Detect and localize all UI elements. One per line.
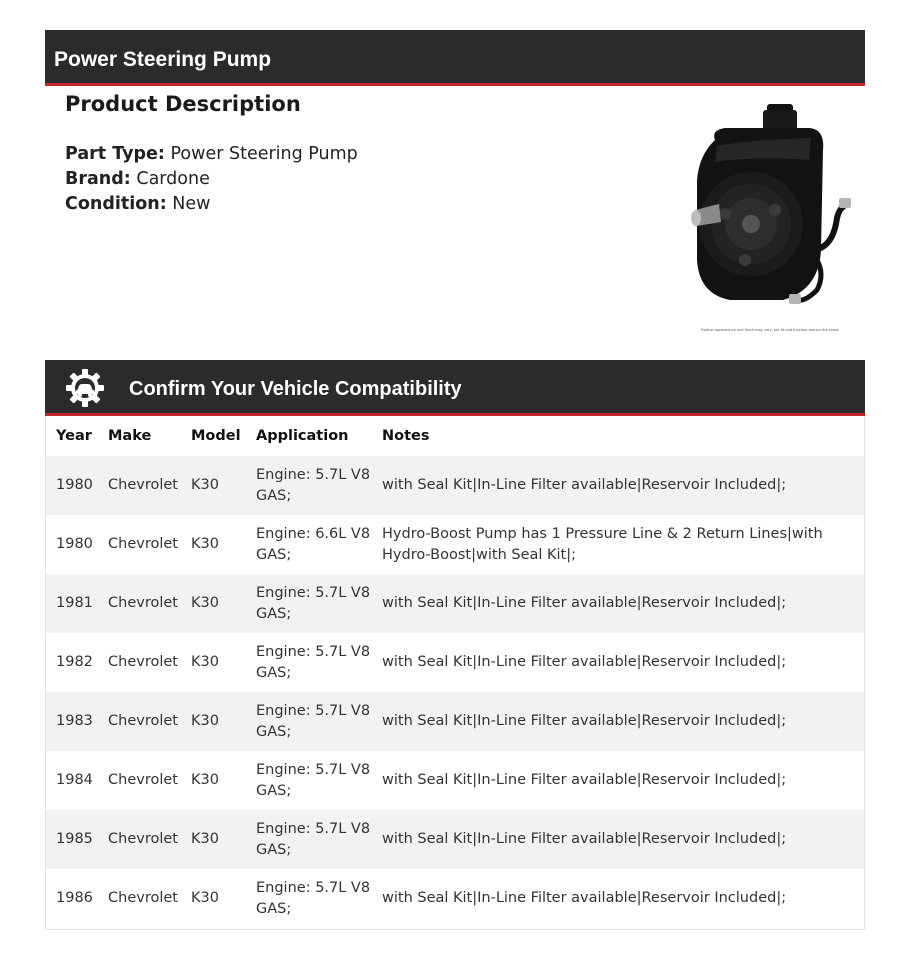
cell-year: 1980 xyxy=(56,536,93,552)
cell-notes: with Seal Kit|In-Line Filter available|Reservoir Included|; xyxy=(382,654,787,670)
column-header-make: Make xyxy=(108,428,152,444)
product-title: Power Steering Pump xyxy=(54,48,272,71)
cell-year: 1983 xyxy=(46,692,98,751)
cell-notes: with Seal Kit|In-Line Filter available|Reservoir Included|; xyxy=(372,574,864,633)
cell-model: K30 xyxy=(181,692,246,751)
compatibility-bar xyxy=(45,360,865,416)
image-caption: Product appearance and finish may vary, but fit and function remain the same. xyxy=(700,328,840,332)
cell-year: 1985 xyxy=(46,810,98,869)
table-row xyxy=(46,456,864,515)
cell-notes: Hydro-Boost Pump has 1 Pressure Line & 2 Return Lines|with Hydro-Boost|with Seal Kit|; xyxy=(382,525,823,563)
cell-year: 1980 xyxy=(46,456,98,515)
cell-make: Chevrolet xyxy=(98,456,181,515)
product-image[interactable] xyxy=(685,100,855,332)
compatibility-table-container xyxy=(45,416,865,930)
cell-application: Engine: 5.7L V8 GAS; xyxy=(246,574,372,633)
table-row xyxy=(46,751,864,810)
spec-part-type: Part Type: Power Steering Pump xyxy=(65,144,358,164)
table-row xyxy=(46,633,864,692)
cell-make: Chevrolet xyxy=(108,654,178,670)
column-header-application: Application xyxy=(256,428,349,444)
cell-model: K30 xyxy=(191,890,219,906)
spec-condition: Condition: New xyxy=(65,194,211,214)
cell-application: Engine: 5.7L V8 GAS; xyxy=(256,879,371,917)
cell-model: K30 xyxy=(191,536,219,552)
cell-year: 1986 xyxy=(56,890,93,906)
cell-year: 1981 xyxy=(46,574,98,633)
spec-list xyxy=(65,142,358,217)
column-header-year: Year xyxy=(56,428,92,444)
cell-notes: with Seal Kit|In-Line Filter available|Reservoir Included|; xyxy=(382,890,787,906)
cell-make: Chevrolet xyxy=(98,810,181,869)
cell-model: K30 xyxy=(191,772,219,788)
cell-year: 1984 xyxy=(56,772,93,788)
power-steering-pump-image xyxy=(685,100,855,324)
compatibility-title: Confirm Your Vehicle Compatibility xyxy=(129,378,462,400)
column-header-model: Model xyxy=(191,428,241,444)
product-description-section xyxy=(45,86,865,336)
column-header-notes: Notes xyxy=(382,428,430,444)
cell-notes: with Seal Kit|In-Line Filter available|Reservoir Included|; xyxy=(382,772,787,788)
table-row xyxy=(46,692,864,751)
cell-model: K30 xyxy=(181,810,246,869)
cell-make: Chevrolet xyxy=(108,890,178,906)
compatibility-table xyxy=(46,416,864,928)
spec-brand: Brand: Cardone xyxy=(65,169,210,189)
table-header-row xyxy=(46,416,864,456)
cell-notes: with Seal Kit|In-Line Filter available|Reservoir Included|; xyxy=(372,810,864,869)
cell-model: K30 xyxy=(181,456,246,515)
cell-application: Engine: 5.7L V8 GAS; xyxy=(246,456,372,515)
cell-notes: with Seal Kit|In-Line Filter available|Reservoir Included|; xyxy=(372,456,864,515)
cell-make: Chevrolet xyxy=(98,692,181,751)
table-row xyxy=(46,810,864,869)
table-row xyxy=(46,574,864,633)
table-row xyxy=(46,515,864,574)
cell-model: K30 xyxy=(191,654,219,670)
cell-application: Engine: 5.7L V8 GAS; xyxy=(246,810,372,869)
gear-car-icon xyxy=(65,368,105,408)
cell-year: 1982 xyxy=(56,654,93,670)
cell-make: Chevrolet xyxy=(98,574,181,633)
cell-application: Engine: 5.7L V8 GAS; xyxy=(256,761,371,799)
cell-application: Engine: 5.7L V8 GAS; xyxy=(246,692,372,751)
description-heading: Product Description xyxy=(65,92,301,116)
cell-application: Engine: 6.6L V8 GAS; xyxy=(256,525,371,563)
cell-application: Engine: 5.7L V8 GAS; xyxy=(256,643,371,681)
cell-notes: with Seal Kit|In-Line Filter available|Reservoir Included|; xyxy=(372,692,864,751)
cell-make: Chevrolet xyxy=(108,536,178,552)
cell-make: Chevrolet xyxy=(108,772,178,788)
cell-model: K30 xyxy=(181,574,246,633)
product-title-bar xyxy=(45,30,865,86)
table-row xyxy=(46,869,864,928)
